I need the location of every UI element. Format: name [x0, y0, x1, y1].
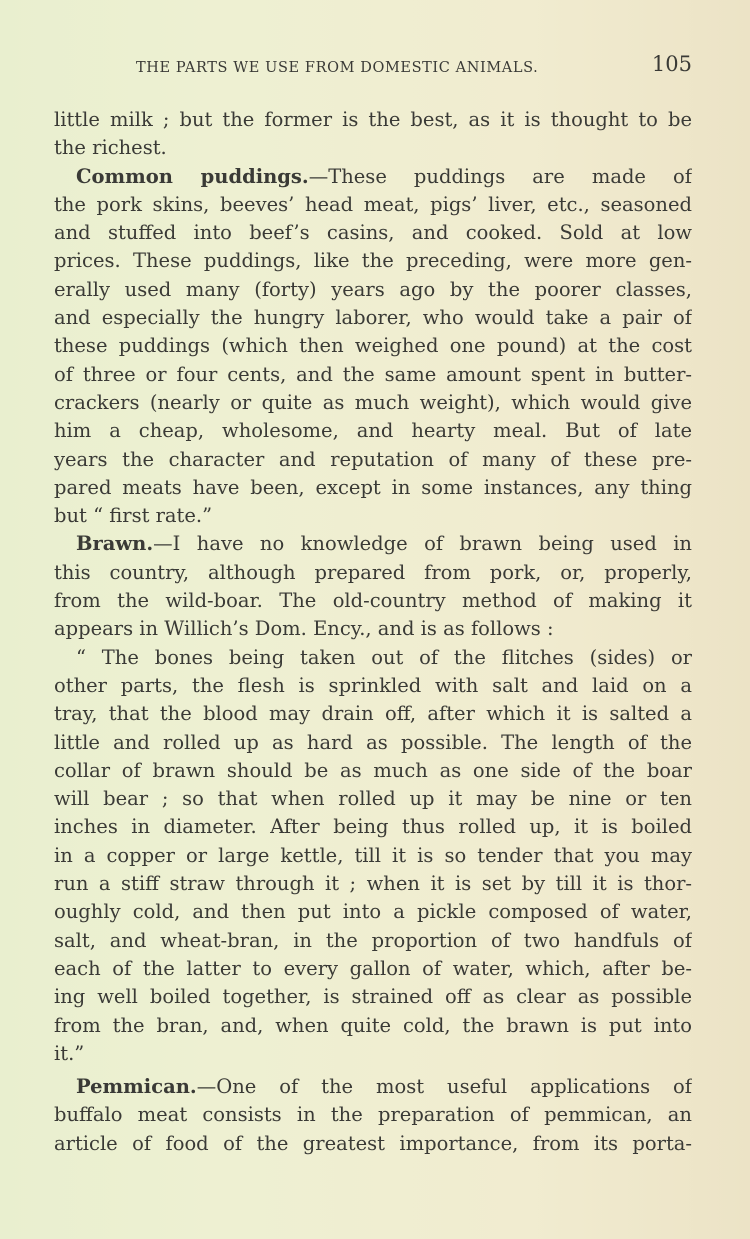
- text-line: [54, 389, 692, 417]
- line-text: from the wild-boar. The old-country method of making it: [54, 589, 692, 613]
- text-line: [54, 644, 692, 672]
- text-line: [54, 219, 692, 247]
- line-text: each of the latter to every gallon of water, which, after be-: [54, 956, 692, 980]
- text-line: [54, 474, 692, 502]
- text-line: [54, 757, 692, 785]
- text-line: [54, 927, 692, 955]
- line-text: this country, although prepared from pork, or, properly,: [54, 560, 692, 584]
- line-text: the pork skins, beeves’ head meat, pigs’ liver, etc., seasoned: [54, 192, 692, 216]
- text-line: [54, 530, 692, 558]
- line-text: prices. These puddings, like the preceding, were more gen-: [54, 249, 692, 273]
- text-line: [54, 304, 692, 332]
- line-text: the richest.: [54, 136, 167, 160]
- section-heading: Pemmican.: [76, 1075, 197, 1099]
- text-line: [54, 870, 692, 898]
- line-text: “ The bones being taken out of the flitches (sides) or: [76, 645, 692, 669]
- line-text: oughly cold, and then put into a pickle composed of water,: [54, 900, 692, 924]
- text-line: [54, 502, 692, 530]
- line-text: and especially the hungry laborer, who would take a pair of: [54, 306, 692, 330]
- text-line: [54, 785, 692, 813]
- line-text: but “ first rate.”: [54, 504, 213, 528]
- line-text: years the character and reputation of many of these pre-: [54, 447, 692, 471]
- text-line: [54, 898, 692, 926]
- line-text: —I have no knowledge of brawn being used in: [153, 532, 692, 556]
- line-text: him a cheap, wholesome, and hearty meal. But of late: [54, 419, 692, 443]
- running-title: THE PARTS WE USE FROM DOMESTIC ANIMALS.: [136, 60, 539, 76]
- text-line: [54, 1012, 692, 1040]
- text-line: [54, 191, 692, 219]
- page-header: [136, 52, 692, 82]
- text-line: [54, 247, 692, 275]
- text-line: [54, 163, 692, 191]
- section-heading: Brawn.: [76, 532, 154, 556]
- text-line: [54, 446, 692, 474]
- text-line: [54, 106, 692, 134]
- text-line: [54, 955, 692, 983]
- line-text: article of food of the greatest importance, from its porta-: [54, 1131, 692, 1155]
- text-line: [54, 983, 692, 1011]
- line-text: crackers (nearly or quite as much weight), which would give: [54, 390, 692, 414]
- line-text: pared meats have been, except in some instances, any thing: [54, 475, 692, 499]
- text-line: [54, 672, 692, 700]
- text-line: [54, 729, 692, 757]
- line-text: in a copper or large kettle, till it is so tender that you may: [54, 843, 692, 867]
- line-text: erally used many (forty) years ago by the poorer classes,: [54, 277, 692, 301]
- page-number: 105: [651, 52, 692, 76]
- line-text: and stuffed into beef’s casins, and cooked. Sold at low: [54, 221, 692, 245]
- text-line: [54, 615, 692, 643]
- line-text: ing well boiled together, is strained off as clear as possible: [54, 985, 692, 1009]
- line-text: little and rolled up as hard as possible. The length of the: [54, 730, 692, 754]
- line-text: tray, that the blood may drain off, after which it is salted a: [54, 702, 692, 726]
- line-text: —One of the most useful applications of: [196, 1075, 692, 1099]
- text-line: [54, 417, 692, 445]
- text-line: [54, 842, 692, 870]
- line-text: other parts, the flesh is sprinkled with salt and laid on a: [54, 673, 692, 697]
- text-line: [54, 813, 692, 841]
- line-text: it.”: [54, 1041, 85, 1065]
- page-body: [54, 106, 692, 1158]
- text-line: [54, 361, 692, 389]
- line-text: salt, and wheat-bran, in the proportion of two handfuls of: [54, 928, 692, 952]
- line-text: collar of brawn should be as much as one side of the boar: [54, 758, 692, 782]
- text-line: [54, 1101, 692, 1129]
- text-line: [54, 587, 692, 615]
- section-heading: Common puddings.: [76, 164, 309, 188]
- text-line: [54, 1040, 692, 1068]
- text-line: [54, 700, 692, 728]
- line-text: appears in Willich’s Dom. Ency., and is as follows :: [54, 617, 554, 641]
- line-text: of three or four cents, and the same amount spent in butter-: [54, 362, 692, 386]
- line-text: buffalo meat consists in the preparation of pemmican, an: [54, 1103, 692, 1127]
- line-text: run a stiff straw through it ; when it is set by till it is thor-: [54, 872, 692, 896]
- text-line: [54, 1073, 692, 1101]
- text-line: [54, 134, 692, 162]
- text-line: [54, 559, 692, 587]
- line-text: will bear ; so that when rolled up it may be nine or ten: [54, 787, 692, 811]
- line-text: from the bran, and, when quite cold, the brawn is put into: [54, 1013, 692, 1037]
- line-text: inches in diameter. After being thus rolled up, it is boiled: [54, 815, 692, 839]
- line-text: —These puddings are made of: [308, 164, 692, 188]
- line-text: these puddings (which then weighed one pound) at the cost: [54, 334, 692, 358]
- text-line: [54, 276, 692, 304]
- line-text: little milk ; but the former is the best, as it is thought to be: [54, 108, 692, 131]
- text-line: [54, 1130, 692, 1158]
- text-line: [54, 332, 692, 360]
